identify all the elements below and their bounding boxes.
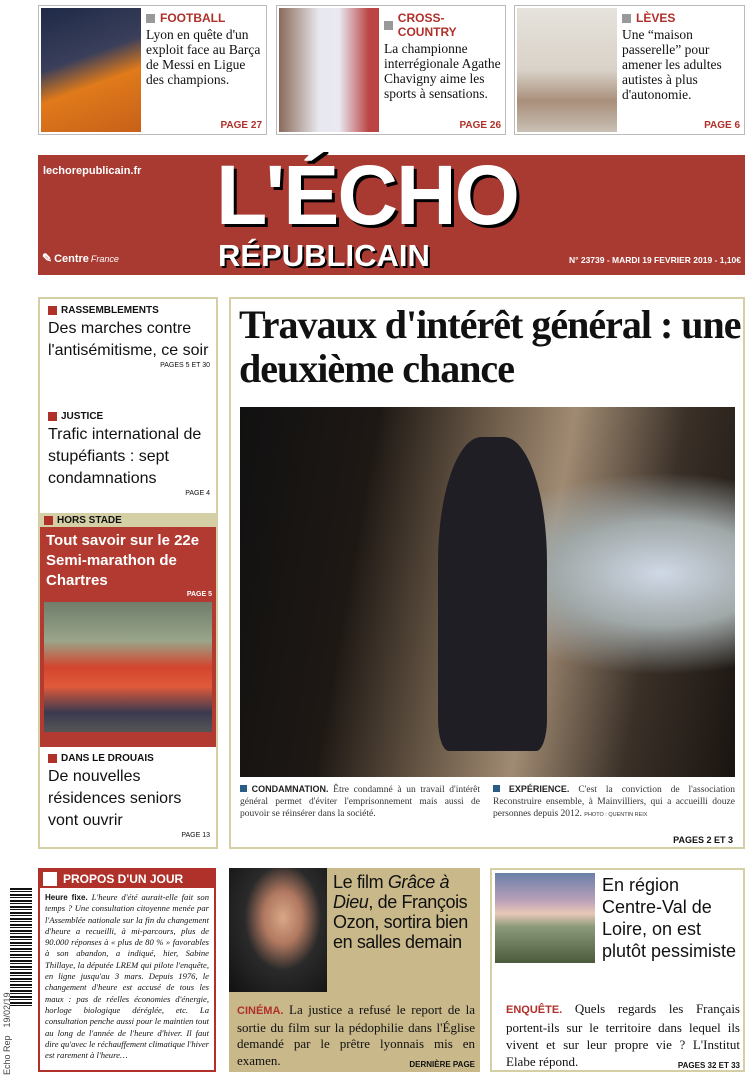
region-page: PAGES 32 ET 33 [677,1061,740,1070]
square-icon [43,872,57,886]
issue-info: N° 23739 - MARDI 19 FEVRIER 2019 - 1,10€ [568,255,741,265]
cinema-text: La justice a refusé le report de la sortie du film sur la pédophilie dans l'Église demandé par le prêtre lyonnais mis en examen. [237,1002,476,1068]
chateau-photo [495,873,595,963]
story-kicker: HORS STADE [57,514,122,526]
goalkeeper-photo [41,8,141,132]
story-kicker: DANS LE DROUAIS [61,753,154,764]
hors-stade-bar [40,513,216,527]
square-icon [493,785,500,792]
propos-header [40,870,214,888]
cinema-kicker: CINÉMA. [237,1005,284,1017]
square-icon [622,14,631,23]
cinema-page: DERNIÈRE PAGE [409,1059,475,1069]
propos-text: L'heure d'été aurait-elle fait son temps ? Une consultation citoyenne menée par l'Assemblée nationale sur la fin du changement d'heure a recueilli, à mi-parcours, plus de 90.000 réponses à « plus de 80 % » favorables à son abandon, a indiqué, hier, Sabine Thillaye, la députée LREM qui pilote l'enquête, en ligne jusqu'au 3 mars. Depuis 1976, le changement d'heure est accusé de tous les maux : pas de réelles économies d'énergie, horloge biologique déréglée, etc. La consultation penche aussi pour le maintien tout au long de l'année de l'heure d'hiver. Il faut dire qu'avec le réchauffement climatique l'hiver est rarement à l'heure… [45,892,209,1061]
story-page: PAGES 5 ET 30 [160,362,210,369]
barcode [10,888,32,1008]
teaser-page: PAGE 27 [220,120,262,131]
cinema-headline [333,872,478,952]
teaser-text: La championne interrégionale Agathe Chavigny aime les sports à sensations. [384,41,501,101]
teaser-cross-country[interactable] [276,5,506,135]
story-headline: De nouvelles résidences seniors vont ouvrir [48,768,182,829]
main-story[interactable] [229,297,745,849]
ozon-photo [229,868,327,992]
teaser-text: Une “maison passerelle” pour amener les adultes autistes à plus d'autonomie. [622,27,722,102]
masthead-subtitle: RÉPUBLICAIN [218,238,430,273]
story-rassemblements[interactable] [40,299,216,405]
group-name: Centre [54,253,89,265]
region-text: Quels regards les Français portent-ils sur le territoire dans lequel ils vivent et sur leur propre vie ? L'Institut Elabe répond. [506,1001,740,1069]
story-page: PAGE 5 [186,591,212,598]
caption-text: C'est la conviction de l'association Reconstruire ensemble, à Mainvilliers, qui a accueilli douze personnes depuis 2012. [493,785,736,819]
cinema-box[interactable] [229,868,480,1072]
caption-condamnation [240,783,480,820]
teaser-leves[interactable] [514,5,745,135]
centrefrance-logo [42,251,119,265]
story-headline: Trafic international de stupéfiants : sept condamnations [48,426,202,487]
propos-title: PROPOS D'UN JOUR [63,872,184,886]
left-column [38,297,218,849]
teaser-text: Lyon en quête d'un exploit face au Barça de Messi en Ligue des champions. [146,27,261,87]
caption-kicker: EXPÉRIENCE. [508,784,570,794]
group-suffix: France [90,254,119,264]
film-title: Grâce à Dieu [333,872,450,912]
square-icon [240,785,247,792]
caption-kicker: CONDAMNATION. [251,784,329,794]
region-kicker: ENQUÊTE. [506,1004,563,1016]
story-hors-stade[interactable] [40,527,216,747]
marathon-photo [44,602,212,732]
square-icon [48,754,57,763]
story-headline: Tout savoir sur le 22e Semi-marathon de Chartres [46,532,200,589]
teaser-page: PAGE 26 [459,120,501,131]
barcode-date: 19/02/19 [2,992,12,1028]
main-headline: Travaux d'intérêt général : une deuxième chance [239,302,741,391]
masthead [38,148,745,275]
story-kicker: RASSEMBLEMENTS [61,305,159,316]
square-icon [48,306,57,315]
website-url[interactable]: lechorepublicain.fr [43,165,142,177]
story-justice[interactable] [40,405,216,513]
barcode-name: Echo Rep [2,1035,12,1075]
photo-credit: PHOTO : QUENTIN REIX [584,812,648,818]
region-headline: En région Centre-Val de Loire, on est plutôt pessimiste [602,875,737,961]
story-drouais[interactable] [40,747,216,843]
teaser-football[interactable] [38,5,267,135]
barcode-label [2,992,12,1075]
teaser-page: PAGE 6 [704,120,740,131]
teaser-kicker: FOOTBALL [160,11,226,25]
main-page: PAGES 2 ET 3 [673,835,733,845]
region-box[interactable] [490,868,745,1072]
headline-part: , de François Ozon, sortira bien en salles demain [333,892,468,952]
headline-part: Le film [333,872,388,892]
main-photo [240,407,735,777]
teaser-kicker: CROSS-COUNTRY [397,11,457,39]
runner-photo [279,8,379,132]
story-headline: Des marches contre l'antisémitisme, ce soir [48,320,209,359]
teaser-kicker: LÈVES [636,11,676,25]
story-kicker: JUSTICE [61,411,104,422]
caption-text: Être condamné à un travail d'intérêt général permet d'éviter l'emprisonnement mais aussi de pouvoir se réinsérer dans la société. [240,785,480,819]
propos-lead: Heure fixe. [45,893,88,902]
room-photo [517,8,617,132]
caption-experience [493,783,735,821]
square-icon [48,412,57,421]
propos-box[interactable] [38,868,216,1072]
square-icon [146,14,155,23]
square-icon [44,516,53,525]
story-page: PAGE 4 [185,490,210,497]
story-page: PAGE 13 [181,832,210,839]
centrefrance-icon: ✎ [42,251,53,265]
square-icon [384,21,393,30]
masthead-title: L'ÉCHO [216,148,518,242]
silhouette [438,437,547,752]
